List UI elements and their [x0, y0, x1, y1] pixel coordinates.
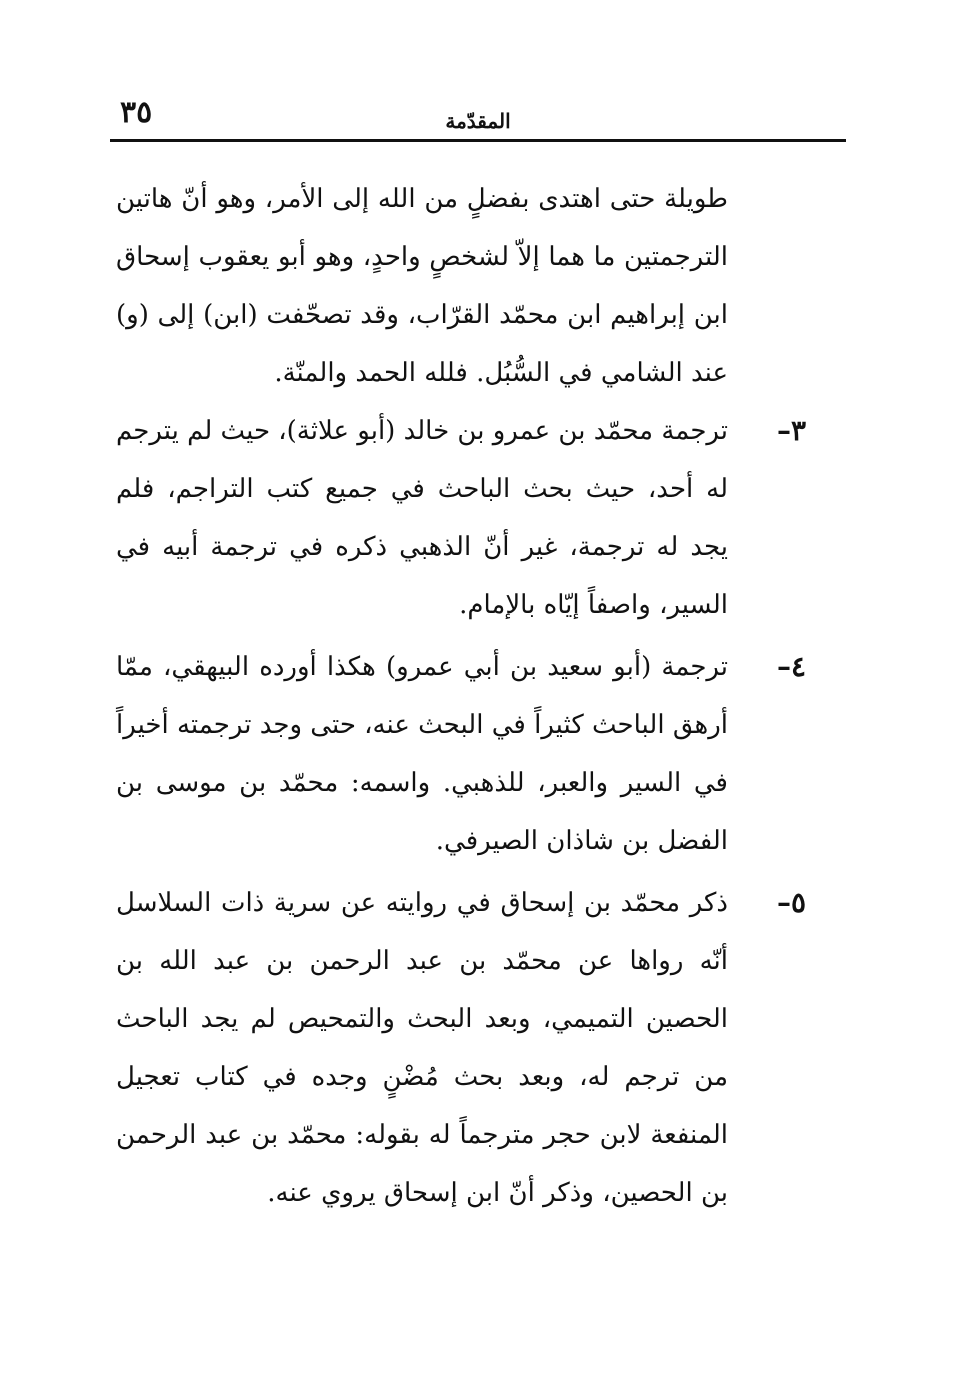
item-text: ترجمة (أبو سعيد بن أبي عمرو) هكذا أورده البيهقي، ممّا أرهق الباحث كثيراً في البحث عنه، حتى وجد ترجمته أخيراً في السير والعبر، للذهبي. واسمه: محمّد بن موسى بن الفضل بن شاذان الصيرفي.	[116, 652, 728, 856]
item-number: ٣–	[776, 414, 806, 447]
item-text: ترجمة محمّد بن عمرو بن خالد (أبو علاثة)، حيث لم يترجم له أحد، حيث بحث الباحث في جميع كتب التراجم، فلم يجد له ترجمة، غير أنّ الذهبي ذكره في ترجمة أبيه في السير، واصفاً إيّاه بالإمام.	[116, 416, 728, 620]
intro-paragraph: طويلة حتى اهتدى بفضلٍ من الله إلى الأمر، وهو أنّ هاتين الترجمتين ما هما إلاّ لشخصٍ واحدٍ، وهو أبو يعقوب إسحاق ابن إبراهيم ابن محمّد القرّاب، وقد تصحّفت (ابن) إلى (و) عند الشامي في السُّبُل. فلله الحمد والمنّة.	[116, 184, 728, 388]
running-title: المقدّمة	[445, 109, 511, 133]
list-item-5	[116, 874, 806, 1222]
numbered-list	[116, 402, 806, 1222]
list-item-4	[116, 638, 806, 870]
list-item-3	[116, 402, 806, 634]
page-number: ٣٥	[120, 95, 153, 130]
intro-block	[116, 170, 728, 402]
header-rule	[110, 139, 846, 142]
page-header	[110, 92, 846, 132]
item-text: ذكر محمّد بن إسحاق في روايته عن سرية ذات السلاسل أنّه رواها عن محمّد بن عبد الرحمن بن عبد الله بن الحصين التميمي، وبعد البحث والتمحيص لم يجد الباحث من ترجم له، وبعد بحث مُضْنٍ وجده في كتاب تعجيل المنفعة لابن حجر مترجماً له بقوله: محمّد بن عبد الرحمن بن الحصين، وذكر أنّ ابن إسحاق يروي عنه.	[116, 888, 728, 1208]
item-number: ٥–	[776, 886, 806, 919]
item-number: ٤–	[776, 650, 806, 683]
